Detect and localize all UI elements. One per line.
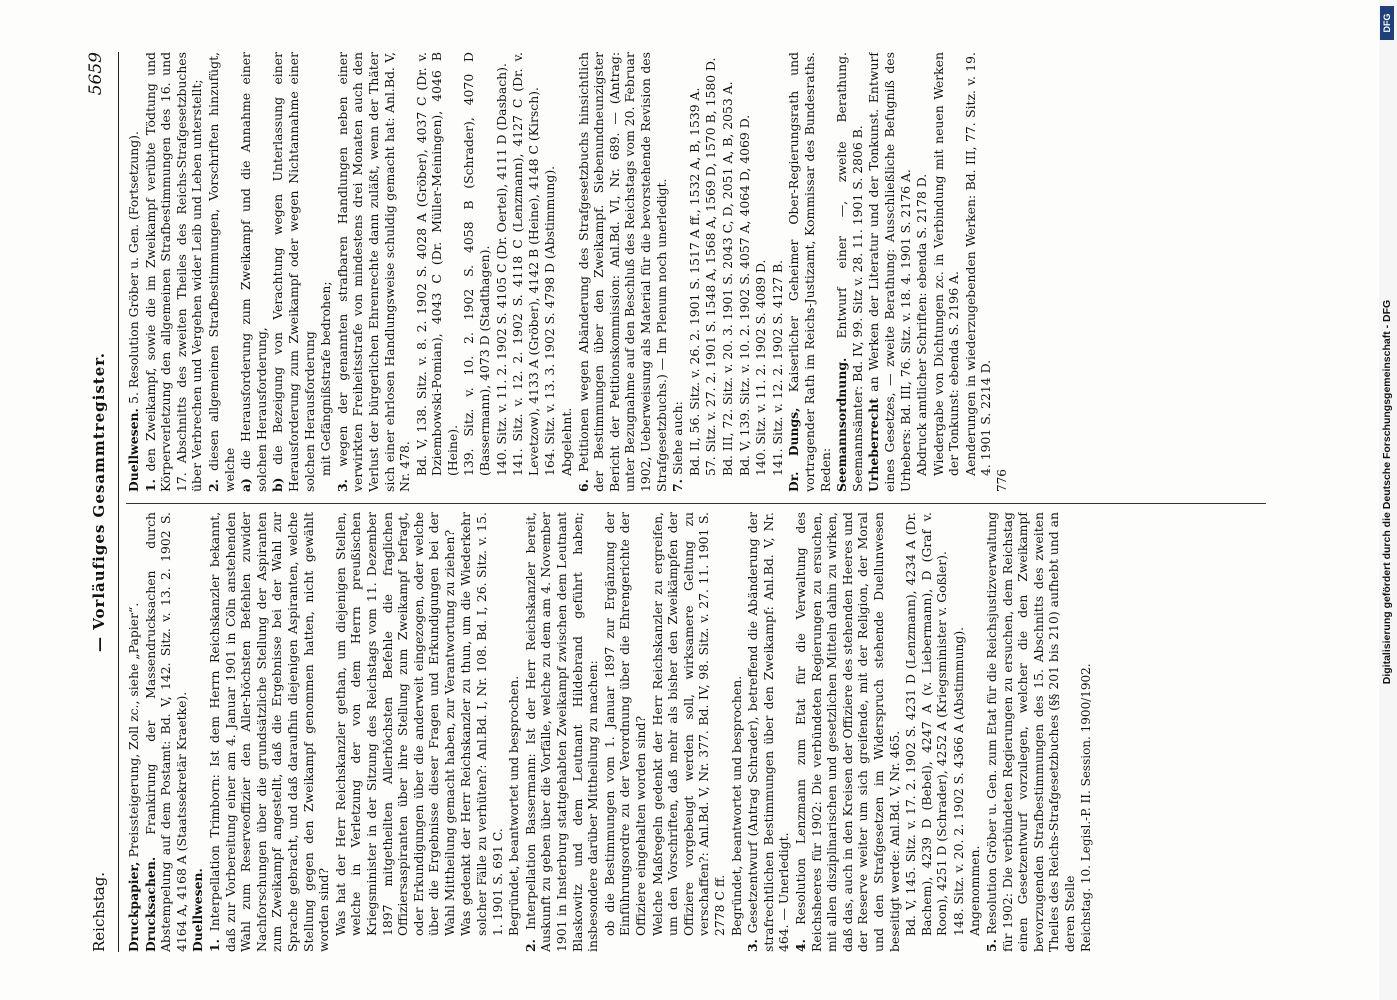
entry — [206, 52, 237, 492]
entry-text: Resolution Gröber u. Gen. zum Etat für die Reichsjustizverwaltung für 1902: Die verbündeten Regierungen zu ersuchen, dem Reichstag einen Gesetzentwurf vorzulegen, welcher die den Zweikampf bevorzugenden Strafbestimmungen des 15. Abschnitts des zweiten Theiles des Reichs-Strafgesetzbuches (§§ 201 bis 210) aufhebt und an deren Stelle — [984, 512, 1078, 952]
entry-text: 148. Sitz. v. 20. 2. 1902 S. 4366 A (Abstimmung). — [950, 626, 966, 936]
entry-text: die Herausforderung zum Zweikampf und die Annahme einer solchen Herausforderung, — [238, 52, 269, 492]
entry-text: Abdruck amtlicher Schriften: ebenda S. 2178 D. — [914, 173, 930, 476]
entry-label: Duellwesen. — [190, 868, 206, 952]
entry — [984, 512, 1078, 952]
entry — [967, 512, 983, 952]
entry-label: 6. — [575, 471, 591, 492]
header-title: — Vorläufiges Gesammtregister. — [90, 351, 108, 653]
dfg-logo-text: DFG — [1382, 13, 1392, 33]
entry-text: Petitionen wegen Abänderung des Strafgesetzbuchs hinsichtlich der Bestimmungen über den Zweikampf. Siebenundneunzigster Bericht der Petitionskommission: Anl.Bd. VI, Nr. 689. — (Antrag: unter Bezugnahme auf den Beschluß des Reichstags vom 20. Februar 1902, Ueberweisung als Material für die bevorstehende Revision des Strafgesetzbuchs.) — Im Plenum noch unerledigt. — [575, 52, 669, 492]
entry-text: 57. Sitz. v. 27. 2. 1901 S. 1548 A, 1568 A, 1569 D, 1570 B, 1580 D. — [703, 57, 719, 476]
entry-text: den Zweikampf, sowie die im Zweikampf verübte Tödtung und Körperverletzung den allgemeinen Strafbestimmungen des 16. und 17. Abschnitts des zweiten Theiles des Reichs-Strafgesetzbuches über Verbrechen und Vergehen wider Leib und Leben unterstellt; — [142, 52, 205, 492]
entry-text: Abgelehnt. — [559, 407, 575, 476]
entry — [333, 512, 458, 952]
entry-text: Was gedenkt der Herr Reichskanzler zu thun, um die Wiederkehr solcher Fälle zu verhüten?: Anl.Bd. I, Nr. 108. Bd. I, 26. Sitz. v. 15. 1. 1901 S. 691 C. — [458, 512, 505, 936]
entry-text: mit Gefängnißstrafe bedrohen; — [318, 281, 334, 476]
entry — [720, 52, 736, 492]
entry — [523, 512, 601, 952]
entry — [793, 512, 902, 952]
entry-text: Preissteigerung, Zoll zc., siehe „Papier“. — [126, 602, 141, 858]
entry — [770, 52, 786, 492]
entry-text: Entwurf einer —, zweite Berathung. Seemannsämter: Bd. IV, 99. Sitz v. 28. 11. 1901 S. 2806 B. — [834, 52, 865, 492]
entry-label: 5. — [984, 934, 1000, 952]
entry — [670, 52, 686, 492]
entry — [542, 52, 558, 492]
entry — [461, 52, 492, 492]
entry-label: 3. — [334, 466, 350, 492]
entry — [703, 52, 719, 492]
entry-text: Bd. V, 145. Sitz. v. 17. 2. 1902 S. 4231 D (Lenzmann), 4234 A (Dr. Bachem), 4239 D (Bebel), 4247 A (v. Liebermann), D (Graf v. Roon), 4251 D (Schrader), 4252 A (Kriegsminister v. Goßler). — [903, 512, 950, 936]
entry — [914, 52, 930, 492]
entry — [951, 512, 967, 952]
entry — [602, 512, 649, 952]
entry-text: Bd. II, 56. Sitz. v. 26. 2. 1901 S. 1517 A ff., 1532 A, B, 1539 A. — [686, 87, 702, 476]
entry-text: 141. Sitz. v. 12. 2. 1902 S. 4127 B. — [769, 259, 785, 476]
entry-text: Resolution Lenzmann zum Etat für die Verwaltung des Reichsheeres für 1902: Die verbündeten Regierungen zu ersuchen, mit allen disziplinarischen und gesetzlichen Mitteln dahin zu wirken, daß das, auch in den Kreisen der Offiziere des stehenden Heeres und der Reserve weiter um sich greifende, mit der Religion, der Moral und den Strafgesetzen im Widerspruch stehende Duellunwesen beseitigt werde: Anl.Bd. V, Nr. 465. — [792, 512, 902, 952]
entry — [414, 52, 461, 492]
left-column — [126, 512, 1326, 952]
entry — [834, 52, 865, 492]
entry — [143, 52, 205, 492]
dfg-logo — [1380, 6, 1394, 40]
page-number: 5659 — [86, 52, 106, 96]
entry — [737, 52, 753, 492]
entry — [510, 52, 541, 492]
entry — [126, 512, 142, 952]
entry-label: Druckpapier, — [126, 857, 141, 952]
entry-label: a) — [238, 469, 254, 492]
entry-label: 4. — [792, 924, 808, 952]
entry-text: ob die Bestimmungen vom 1. Januar 1897 zur Ergänzung der Einführungsordre zu der Verordnung über die Ehrengerichte der Offiziere eingehalten worden sind? — [601, 512, 648, 936]
rotated-page-content — [18, 0, 1358, 1000]
entry — [506, 512, 522, 952]
entry-text: diesen allgemeinen Strafbestimmungen, Vorschriften hinzufügt, welche — [205, 52, 237, 492]
header-rule — [118, 52, 119, 952]
entry-label: b) — [270, 464, 286, 492]
page-header — [86, 52, 114, 952]
entry-text: Bd. V, 139. Sitz. v. 10. 2. 1902 S. 4057 A, 4064 D, 4069 D. — [736, 114, 752, 476]
entry-label: 1. — [142, 471, 158, 492]
entry — [318, 52, 334, 492]
entry — [143, 512, 190, 952]
entry-text: Gesetzentwurf (Antrag Schrader), betreffend die Abänderung der strafrechtlichen Bestimmungen über den Zweikampf: Anl.Bd. V, Nr. 464. — Unerledigt. — [745, 512, 792, 952]
entry — [190, 512, 206, 952]
entry — [270, 52, 317, 492]
entry — [335, 52, 413, 492]
entry-label: Seemannsordnung. — [834, 338, 850, 492]
entry-label: 3. — [745, 933, 761, 952]
entry — [963, 52, 994, 492]
entry-text: Interpellation Trimborn: Ist dem Herrn Reichskanzler bekannt, daß zur Vorbereitung einer am 4. Januar 1901 in Cöln anstehenden Wahl zum Reserveoffizier den Aller-höchsten Befehlen zuwider Nachforschungen über die grundsätzliche Stellung der Aspiranten zum Zweikampf angestellt, daß die Ergebnisse bei der Wahl zur Sprache gebracht, und daß daraufhin diejenigen Aspiranten, welche Stellung gegen den Zweikampf genommen hatten, nicht gewählt worden sind? — [206, 512, 332, 952]
column-divider — [126, 503, 1266, 504]
entry-label: 7. — [670, 474, 686, 492]
entry-text: Aenderungen in wiederzugebenden Werken: Bd. III, 77. Sitz. v. 19. 4. 1901 S. 2214 D. — [962, 52, 994, 476]
entry-text: Kaiserlicher Geheimer Ober-Regierungsrath und vortragender Rath im Reichs-Justizamt, Kommissar des Bundesraths. Reden: — [786, 52, 833, 492]
entry — [458, 512, 505, 952]
entry — [494, 52, 510, 492]
entry-text: Bd. V, 138. Sitz. v. 8. 2. 1902 S. 4028 A (Gröber), 4037 C (Dr. v. Dziembowski-Pomian), 4043 C (Dr. Müller-Meiningen), 4046 B (Heine). — [413, 52, 460, 476]
entry-text: Begründet, beantwortet und besprochen. — [728, 675, 744, 936]
entry — [753, 52, 769, 492]
entry — [126, 52, 142, 492]
entry-text: 139. Sitz. v. 10. 2. 1902 S. 4058 B (Schrader), 4070 D (Bassermann), 4073 D (Stadthagen). — [461, 52, 493, 476]
entry — [687, 52, 703, 492]
entry — [576, 52, 670, 492]
column-footer: Reichstag. 10. Legisl.-P. II. Session. 1900/1902. — [1078, 663, 1093, 952]
entry — [238, 52, 269, 492]
header-left: Reichstag. — [90, 871, 108, 952]
entry — [931, 52, 962, 492]
entry — [786, 52, 833, 492]
column-footer: 776 — [995, 469, 1010, 492]
entry-label: Urheberrecht — [866, 391, 882, 492]
dfg-credit: Digitalisierung gefördert durch die Deutsche Forschungsgemeinschaft - DFG — [1381, 299, 1393, 685]
entry-label: Dr. Dungs, — [786, 392, 802, 492]
entry-text: Welche Maßregeln gedenkt der Herr Reichskanzler zu ergreifen, um den Vorschriften, daß mehr als bisher den Zweikämpfen der Offiziere vorgebeugt werden soll, wirksamere Geltung zu verschaffen?: Anl.Bd. V, Nr. 377. Bd. IV, 98. Sitz. v. 27. 11. 1901 S. 2778 C ff. — [649, 512, 727, 936]
entry — [207, 512, 332, 952]
entry-label: 1. — [206, 931, 222, 952]
entry-text: 140. Sitz. v. 11. 2. 1902 S. 4105 C (Dr. Oertel), 4111 D (Dasbach). — [493, 63, 509, 476]
entry-text: Was hat der Herr Reichskanzler gethan, um diejenigen Stellen, welche in Verletzung der von dem Herrn preußischen Kriegsminister in der Sitzung des Reichstags vom 11. Dezember 1897 mitgetheilten Allerhöchsten Befehle die fraglichen Offiziersaspiranten über ihre Stellung zum Zweikampf befragt, oder Erkundigungen über die anderweit eingezogen, oder welche über die Ergebnisse dieser Fragen und Erkundigungen bei der Wahl Mittheilung gemacht haben, zur Verantwortung zu ziehen? — [332, 512, 457, 936]
entry-text: Bd. III, 72. Sitz. v. 20. 3. 1901 S. 2043 C, D, 2051 A, B, 2053 A. — [719, 81, 735, 476]
entry-text: an Werken der Literatur und der Tonkunst. Entwurf eines Gesetzes, — zweite Berathung: Ausschließliche Befugniß des Urhebers: Bd. III, 76. Sitz. v. 18. 4. 1901 S. 2176 A. — [866, 52, 913, 492]
entry-text: 140. Sitz. v. 11. 2. 1902 S. 4089 D. — [753, 259, 769, 476]
entry-text: 5. Resolution Gröber u. Gen. (Fortsetzung). — [126, 131, 141, 404]
entry-text: Begründet, beantwortet und besprochen. — [506, 675, 522, 936]
entry-text: 141. Sitz. v. 12. 2. 1902 S. 4118 C (Lenzmann), 4127 C (Dr. v. Levetzow), 4133 A (Gröber), 4142 B (Heine), 4148 C (Kirsch). — [510, 52, 541, 476]
entry-text: Frankirung der Massendrucksachen durch Abstempelung auf dem Postamt: Bd. V, 142. Sitz. v. 13. 2. 1902 S. 4164 A, 4168 A (Staatssekretär Kraetke). — [142, 512, 189, 952]
entry — [866, 52, 913, 492]
entry-label: 2. — [522, 929, 538, 952]
entry-text: Interpellation Bassermann: Ist der Herr Reichskanzler bereit, Auskunft zu geben über die Vorfälle, welche zu dem am 4. November 1901 in Insterburg stattgehabten Zweikampf zwischen dem Leutnant Blaskowitz und dem Leutnant Hildebrand geführt haben; insbesondere darüber Mittheilung zu machen: — [522, 512, 601, 952]
entry-label: 2. — [205, 470, 221, 492]
entry-text: Wiedergabe von Dichtungen zc. in Verbindung mit neuen Werken der Tonkunst: ebenda S. 2196 A. — [930, 52, 962, 476]
entry-text: die Bezeigung von Verachtung wegen Unterlassung einer Herausforderung zum Zweikampf oder wegen Nichtannahme einer solchen Herausforderung — [270, 52, 317, 492]
entry-text: Siehe auch: — [670, 401, 686, 475]
right-column — [126, 52, 1326, 492]
entry — [650, 512, 728, 952]
entry-label: Duellwesen. — [126, 403, 141, 492]
entry-label: Drucksachen. — [142, 834, 158, 952]
entry — [729, 512, 745, 952]
entry-text: Angenommen. — [967, 845, 983, 936]
entry — [903, 512, 950, 952]
entry — [559, 52, 575, 492]
digitization-sidebar — [1379, 0, 1397, 1000]
entry — [745, 512, 792, 952]
entry-text: 164. Sitz. v. 13. 3. 1902 S. 4798 D (Abstimmung). — [542, 165, 558, 476]
entry-text: wegen der genannten strafbaren Handlungen neben einer verwirkten Freiheitsstrafe von mindestens drei Monaten auch den Verlust der bürgerlichen Ehrenrechte dann zuläßt, wenn der Thäter sich einer ehrlosen Handlungsweise schuldig gemacht hat: Anl.Bd. V, Nr. 478. — [334, 52, 413, 492]
